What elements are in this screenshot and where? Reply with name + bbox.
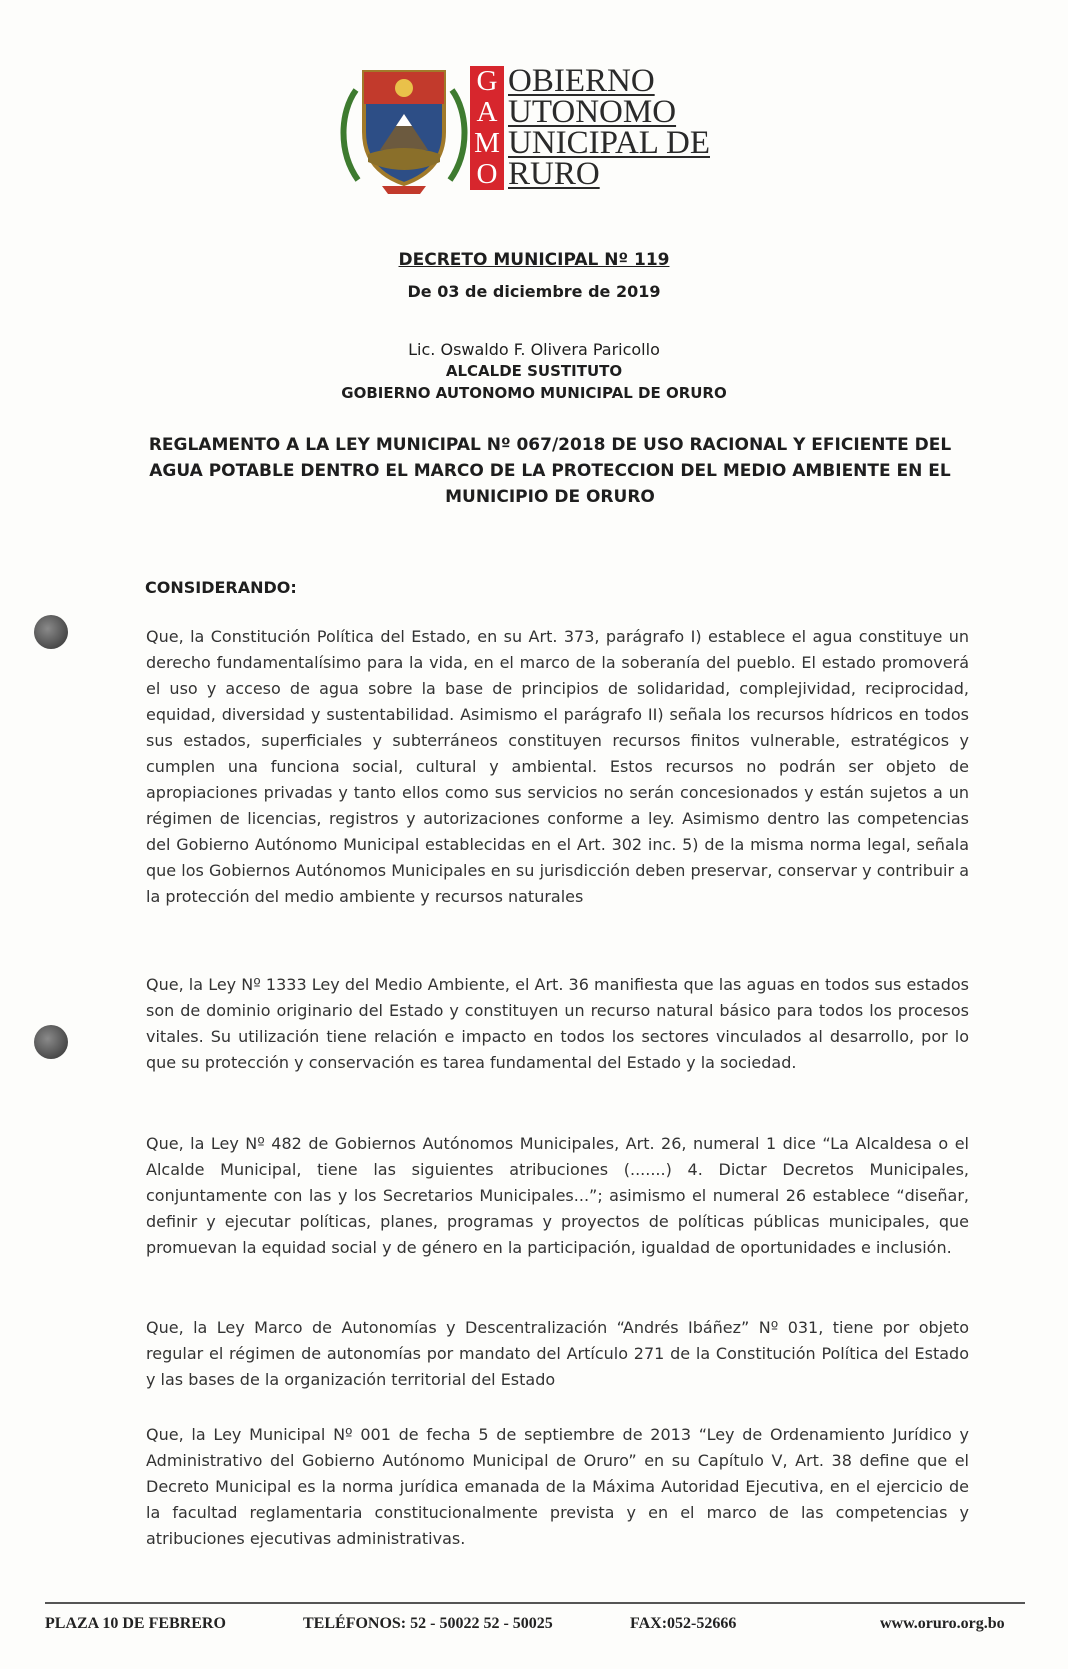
- word-gobierno: OBIERNO: [508, 63, 655, 99]
- initial-o: O: [476, 158, 498, 190]
- letterhead-words: [508, 63, 710, 192]
- decree-date: De 03 de diciembre de 2019: [407, 282, 661, 301]
- regulation-title: REGLAMENTO A LA LEY MUNICIPAL Nº 067/2018 DE USO RACIONAL Y EFICIENTE DEL AGUA POTABLE DENTRO EL MARCO DE LA PROTECCION DEL MEDIO AMBIENTE EN EL MUNICIPIO DE ORURO: [148, 435, 952, 507]
- considerando-paragraph: Que, la Constitución Política del Estado, en su Art. 373, parágrafo I) establece el agua constituye un derecho fundamentalísimo para la vida, en el marco de la soberanía del pueblo. El estado promoverá el uso y acceso de agua sobre la base de principios de solidaridad, complejividad, reciprocidad, equidad, diversidad y sustentabilidad. Asimismo el parágrafo II) señala los recursos hídricos en todos sus estados, superficiales y subterráneos constituyen recursos finitos vulnerable, estratégicos y cumplen una funciona social, cultural y ambiental. Estos recursos no podrán ser objeto de apropiaciones privadas y tanto ellos como sus servicios no serán concesionados y están sujetos a un régimen de licencias, registros y autorizaciones conforme a ley. Asimismo dentro las competencias del Gobierno Autónomo Municipal establecidas en el Art. 302 inc. 5) de la misma norma legal, señala que los Gobiernos Autónomos Municipales en su jurisdicción deben preservar, conservar y contribuir a la protección del medio ambiente y recursos naturales: [146, 627, 969, 906]
- gamo-initials: [470, 66, 504, 190]
- signer-name: Lic. Oswaldo F. Olivera Paricollo: [408, 340, 660, 359]
- signer-organization: GOBIERNO AUTONOMO MUNICIPAL DE ORURO: [341, 384, 727, 402]
- initial-m: M: [474, 127, 500, 159]
- municipal-coat-of-arms: [338, 62, 470, 197]
- letterhead: [338, 62, 738, 197]
- footer-website: www.oruro.org.bo: [880, 1615, 1005, 1632]
- initial-g: G: [476, 65, 498, 97]
- considerando-paragraph: Que, la Ley Nº 482 de Gobiernos Autónomos Municipales, Art. 26, numeral 1 dice “La Alcaldesa o el Alcalde Municipal, tiene las siguientes atribuciones (.......) 4. Dictar Decretos Municipales, conjuntamente con las y los Secretarios Municipales...”; asimismo el numeral 26 establece “diseñar, definir y ejecutar políticas, planes, programas y proyectos de políticas públicas municipales, que promuevan la equidad social y de género en la participación, igualdad de oportunidades e inclusión.: [146, 1134, 969, 1257]
- footer-phones: TELÉFONOS: 52 - 50022 52 - 50025: [303, 1615, 553, 1632]
- word-oruro: RURO: [508, 156, 600, 192]
- word-municipal-de: UNICIPAL DE: [508, 125, 710, 161]
- footer-divider: [45, 1602, 1025, 1604]
- considerando-paragraph: Que, la Ley Municipal Nº 001 de fecha 5 de septiembre de 2013 “Ley de Ordenamiento Jurídico y Administrativo del Gobierno Autónomo Municipal de Oruro” en su Capítulo V, Art. 38 define que el Decreto Municipal es la norma jurídica emanada de la Máxima Autoridad Ejecutiva, en el ejercicio de la facultad reglamentaria constitucionalmente prevista y en el marco de las competencias y atribuciones ejecutivas administrativas.: [146, 1425, 969, 1548]
- considerando-paragraph: Que, la Ley Marco de Autonomías y Descentralización “Andrés Ibáñez” Nº 031, tiene por objeto regular el régimen de autonomías por mandato del Artículo 271 de la Constitución Política del Estado y las bases de la organización territorial del Estado: [146, 1318, 969, 1389]
- signer-role: ALCALDE SUSTITUTO: [445, 362, 623, 380]
- word-autonomo: UTONOMO: [508, 94, 677, 130]
- punch-hole: [34, 1025, 68, 1059]
- decree-title: DECRETO MUNICIPAL Nº 119: [398, 250, 670, 270]
- footer-fax: FAX:052-52666: [630, 1615, 737, 1632]
- initial-a: A: [476, 96, 498, 128]
- considerando-heading: CONSIDERANDO:: [145, 578, 297, 597]
- considerando-paragraph: Que, la Ley Nº 1333 Ley del Medio Ambiente, el Art. 36 manifiesta que las aguas en todos sus estados son de dominio originario del Estado y constituyen un recurso natural básico para todos los procesos vitales. Su utilización tiene relación e impacto en todos los sectores vinculados al desarrollo, por lo que su protección y conservación es tarea fundamental del Estado y la sociedad.: [146, 975, 969, 1072]
- punch-hole: [34, 615, 68, 649]
- footer-address: PLAZA 10 DE FEBRERO: [45, 1615, 226, 1632]
